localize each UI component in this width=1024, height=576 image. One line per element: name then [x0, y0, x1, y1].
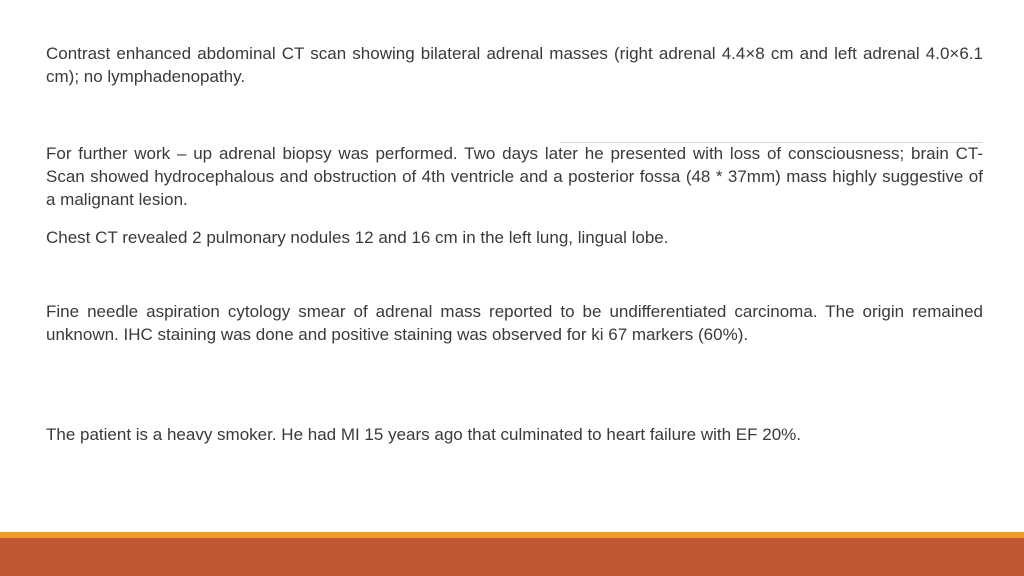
paragraph-ct-abdomen: Contrast enhanced abdominal CT scan showing bilateral adrenal masses (right adrenal 4.4×8 cm and left adrenal 4.0×6.1 cm); no lymphadenopathy.: [46, 44, 983, 86]
paragraph-chest-ct: Chest CT revealed 2 pulmonary nodules 12 and 16 cm in the left lung, lingual lobe.: [46, 228, 669, 247]
paragraph-history: The patient is a heavy smoker. He had MI 15 years ago that culminated to heart failure with EF 20%.: [46, 425, 802, 444]
paragraph-biopsy-brain-ct: For further work – up adrenal biopsy was performed. Two days later he presented with loss of consciousness; brain CT- Scan showed hydrocephalous and obstruction of 4th ventricle and a posterior fossa (48 * 37mm) mass highly suggestive of a malignant lesion.: [46, 144, 983, 209]
footer-bar: [0, 538, 1024, 576]
paragraph-cytology: Fine needle aspiration cytology smear of adrenal mass reported to be undifferentiated carcinoma. The origin remained unknown. IHC staining was done and positive staining was observed for ki 67 markers (60%).: [46, 302, 983, 344]
